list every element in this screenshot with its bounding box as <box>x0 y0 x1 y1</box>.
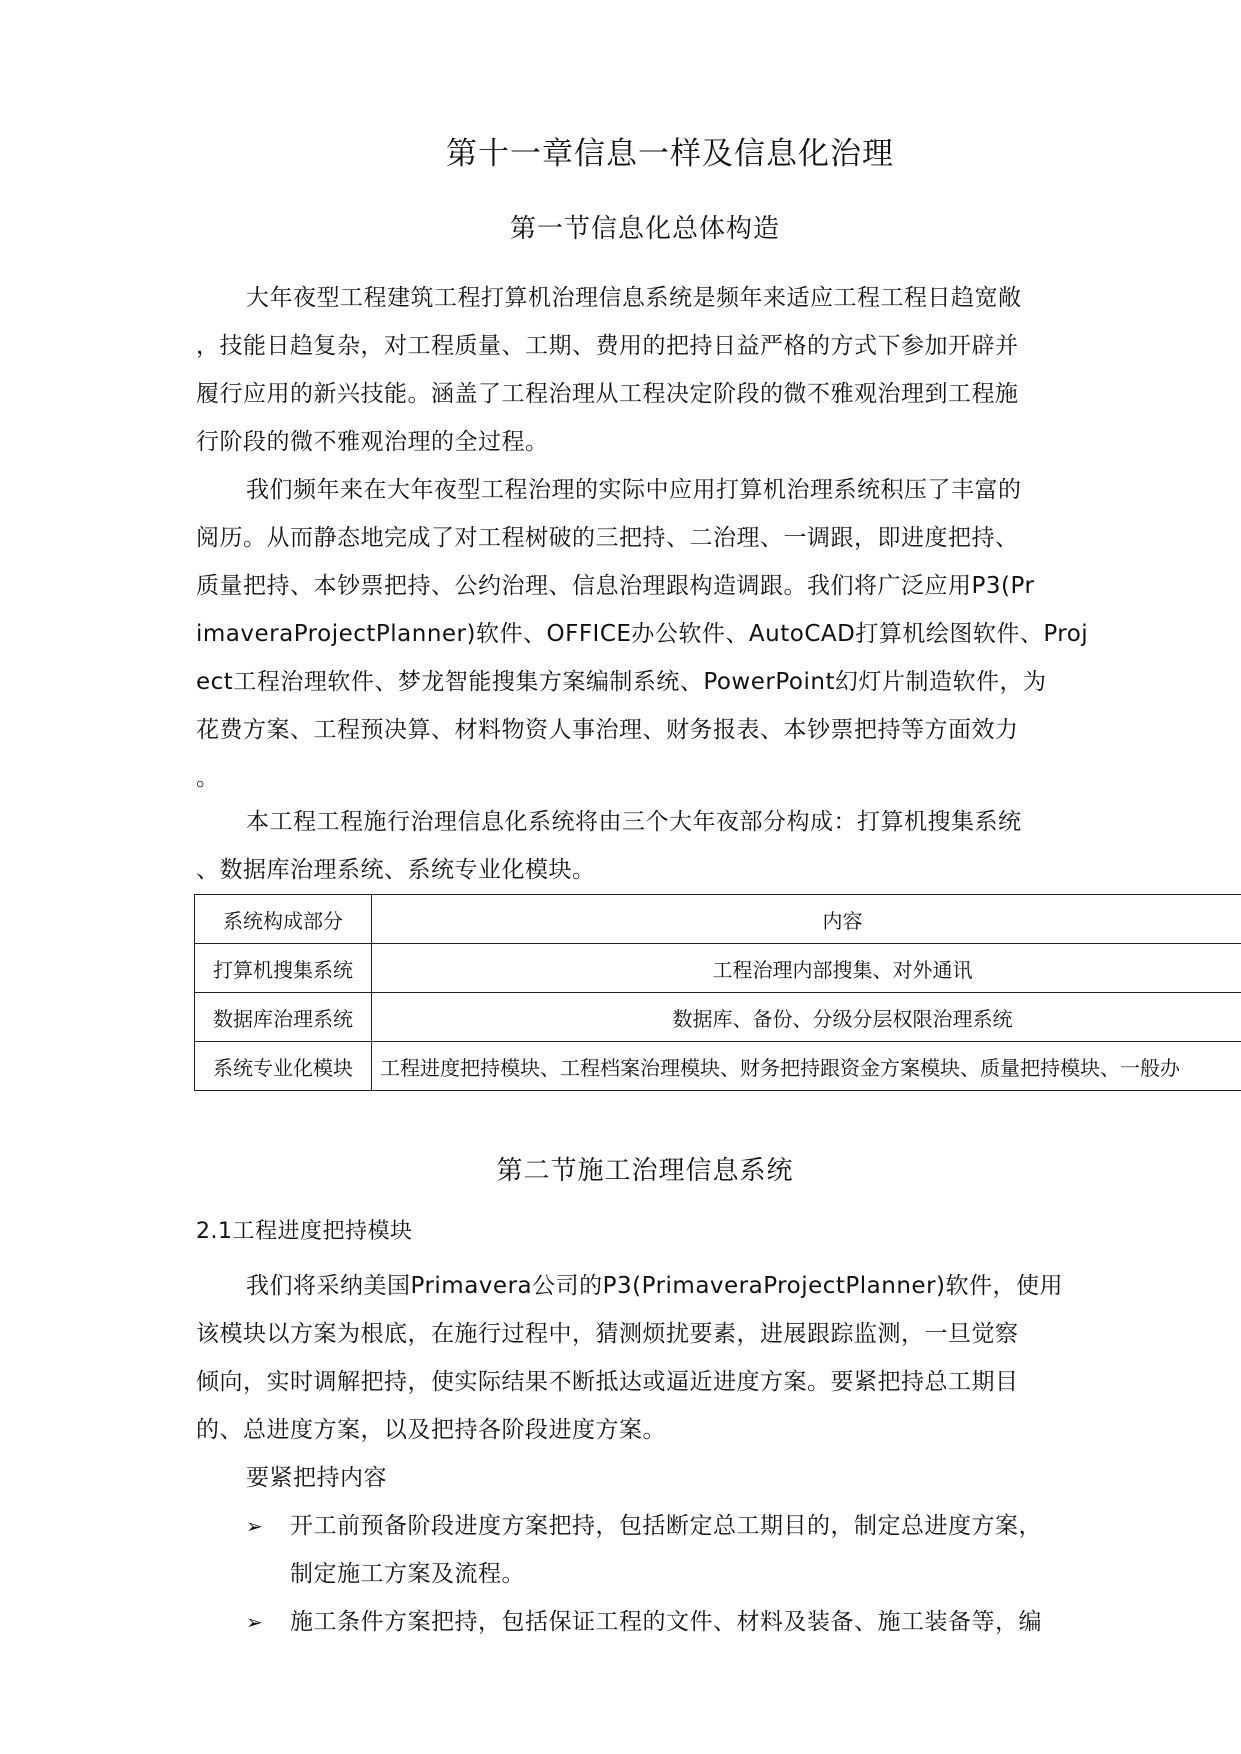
system-composition-table-wrapper <box>194 894 1241 1096</box>
text-line: 倾向，实时调解把持，使实际结果不断抵达或逼近进度方案。要紧把持总工期目 <box>196 1369 1019 1395</box>
table-row <box>195 993 1241 1042</box>
list-item <box>196 1598 1096 1646</box>
text-line: 质量把持、本钞票把持、公约治理、信息治理跟构造调跟。我们将广泛应用P3(Pr <box>196 573 1035 599</box>
table-header-row <box>195 895 1241 944</box>
section-2-paragraph-1 <box>196 1262 1091 1454</box>
bullet-list <box>196 1502 1096 1646</box>
list-item <box>196 1502 1096 1598</box>
text-line: 制定施工方案及流程。 <box>290 1561 525 1587</box>
section-1-paragraph-3 <box>196 798 1091 894</box>
arrow-bullet-icon: ➢ <box>246 1514 264 1538</box>
table-cell: 数据库治理系统 <box>195 993 372 1042</box>
text-line: ，技能日趋复杂，对工程质量、工期、费用的把持日益严格的方式下参加开辟并 <box>196 333 1019 359</box>
text-line: 开工前预备阶段进度方案把持，包括断定总工期目的，制定总进度方案， <box>290 1513 1042 1539</box>
text-line: 大年夜型工程建筑工程打算机治理信息系统是频年来适应工程工程日趋宽敞 <box>246 285 1022 311</box>
text-line: 行阶段的微不雅观治理的全过程。 <box>196 429 549 455</box>
text-line: 履行应用的新兴技能。涵盖了工程治理从工程决定阶段的微不雅观治理到工程施 <box>196 381 1019 407</box>
arrow-bullet-icon: ➢ <box>246 1610 264 1634</box>
main-content-label-block <box>196 1454 1091 1502</box>
table-header-cell: 系统构成部分 <box>195 895 372 944</box>
system-composition-table <box>194 894 1241 1091</box>
chapter-title: 第十一章信息一样及信息化治理 <box>446 136 894 172</box>
text-line: 施工条件方案把持，包括保证工程的文件、材料及装备、施工装备等，编 <box>290 1609 1042 1635</box>
text-line: 花费方案、工程预决算、材料物资人事治理、财务报表、本钞票把持等方面效力 <box>196 717 1019 743</box>
table-cell: 工程治理内部搜集、对外通讯 <box>372 944 1241 993</box>
table-cell: 数据库、备份、分级分层权限治理系统 <box>372 993 1241 1042</box>
text-line: 。 <box>196 765 220 791</box>
table-row <box>195 1042 1241 1091</box>
section-1-paragraph-1 <box>196 274 1091 466</box>
text-line: 的、总进度方案，以及把持各阶段进度方案。 <box>196 1417 666 1443</box>
section-1-heading: 第一节信息化总体构造 <box>509 214 780 244</box>
table-cell: 系统专业化模块 <box>195 1042 372 1091</box>
text-line: 我们将采纳美国Primavera公司的P3(PrimaveraProjectPlanner)软件，使用 <box>246 1273 1064 1299</box>
table-cell: 打算机搜集系统 <box>195 944 372 993</box>
subsection-heading: 2.1工程进度把持模块 <box>196 1219 413 1244</box>
text-line: 该模块以方案为根底，在施行过程中，猜测烦扰要素，进展跟踪监测，一旦觉察 <box>196 1321 1019 1347</box>
table-header-cell: 内容 <box>372 895 1241 944</box>
text-line: imaveraProjectPlanner)软件、OFFICE办公软件、AutoCAD打算机绘图软件、Proj <box>196 621 1089 647</box>
text-line: 、数据库治理系统、系统专业化模块。 <box>196 857 596 883</box>
section-1-paragraph-2 <box>196 466 1091 802</box>
text-line: 本工程工程施行治理信息化系统将由三个大年夜部分构成：打算机搜集系统 <box>246 809 1022 835</box>
table-cell: 工程进度把持模块、工程档案治理模块、财务把持跟资金方案模块、质量把持模块、一般办 <box>372 1042 1241 1091</box>
main-content-label: 要紧把持内容 <box>246 1465 387 1491</box>
section-2-heading: 第二节施工治理信息系统 <box>496 1156 794 1186</box>
table-row <box>195 944 1241 993</box>
text-line: 我们频年来在大年夜型工程治理的实际中应用打算机治理系统积压了丰富的 <box>246 477 1022 503</box>
text-line: ect工程治理软件、梦龙智能搜集方案编制系统、PowerPoint幻灯片制造软件，为 <box>196 669 1047 695</box>
text-line: 阅历。从而静态地完成了对工程树破的三把持、二治理、一调跟，即进度把持、 <box>196 525 1019 551</box>
